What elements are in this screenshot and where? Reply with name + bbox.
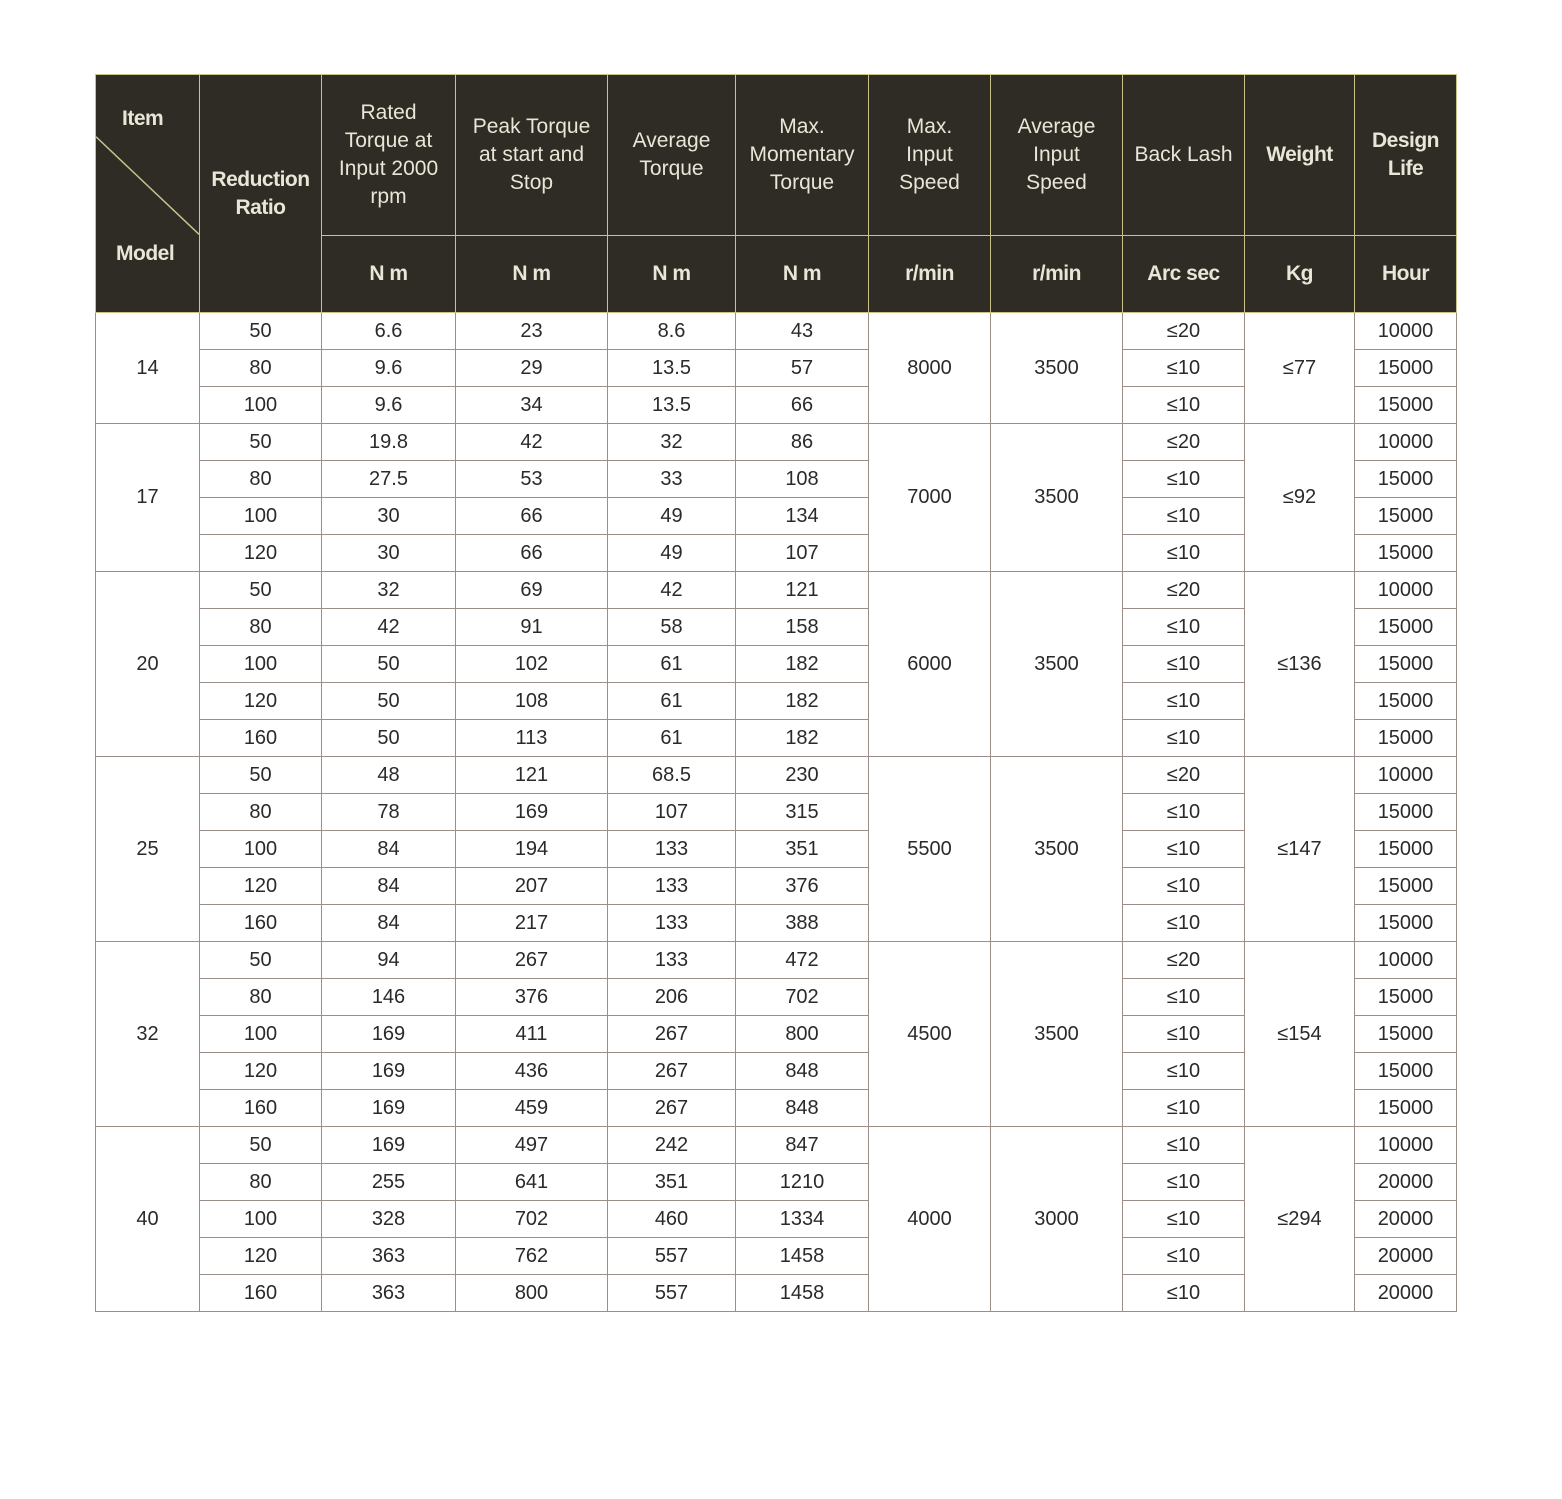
back-lash-cell: ≤20 <box>1123 424 1245 461</box>
back-lash-cell: ≤10 <box>1123 1090 1245 1127</box>
ratio-cell: 100 <box>200 1016 322 1053</box>
peak-torque-cell: 411 <box>456 1016 608 1053</box>
rated-torque-cell: 48 <box>322 757 456 794</box>
max-momentary-torque-cell: 182 <box>736 720 869 757</box>
back-lash-cell: ≤10 <box>1123 461 1245 498</box>
ratio-cell: 80 <box>200 461 322 498</box>
max-input-speed-cell: 5500 <box>869 757 991 942</box>
max-momentary-torque-cell: 182 <box>736 683 869 720</box>
back-lash-cell: ≤20 <box>1123 942 1245 979</box>
model-cell: 20 <box>96 572 200 757</box>
average-torque-cell: 33 <box>608 461 736 498</box>
back-lash-cell: ≤10 <box>1123 1016 1245 1053</box>
max-momentary-torque-cell: 134 <box>736 498 869 535</box>
max-momentary-torque-cell: 351 <box>736 831 869 868</box>
design-life-cell: 10000 <box>1355 572 1457 609</box>
rated-torque-cell: 84 <box>322 905 456 942</box>
design-life-cell: 15000 <box>1355 461 1457 498</box>
unit-max-momentary-torque: N m <box>736 236 869 313</box>
back-lash-cell: ≤10 <box>1123 535 1245 572</box>
max-momentary-torque-cell: 108 <box>736 461 869 498</box>
peak-torque-cell: 69 <box>456 572 608 609</box>
design-life-cell: 10000 <box>1355 757 1457 794</box>
peak-torque-cell: 217 <box>456 905 608 942</box>
max-momentary-torque-cell: 472 <box>736 942 869 979</box>
back-lash-cell: ≤10 <box>1123 387 1245 424</box>
peak-torque-cell: 121 <box>456 757 608 794</box>
max-momentary-torque-cell: 1458 <box>736 1275 869 1312</box>
weight-cell: ≤92 <box>1245 424 1355 572</box>
max-momentary-torque-cell: 230 <box>736 757 869 794</box>
average-torque-cell: 42 <box>608 572 736 609</box>
ratio-cell: 160 <box>200 905 322 942</box>
ratio-cell: 50 <box>200 572 322 609</box>
back-lash-cell: ≤10 <box>1123 979 1245 1016</box>
max-momentary-torque-cell: 847 <box>736 1127 869 1164</box>
weight-cell: ≤294 <box>1245 1127 1355 1312</box>
back-lash-cell: ≤10 <box>1123 498 1245 535</box>
average-torque-cell: 13.5 <box>608 387 736 424</box>
ratio-cell: 80 <box>200 979 322 1016</box>
model-cell: 17 <box>96 424 200 572</box>
model-label: Model <box>116 242 175 265</box>
back-lash-cell: ≤10 <box>1123 683 1245 720</box>
design-life-cell: 20000 <box>1355 1238 1457 1275</box>
rated-torque-cell: 50 <box>322 720 456 757</box>
ratio-cell: 100 <box>200 498 322 535</box>
design-life-cell: 10000 <box>1355 424 1457 461</box>
average-torque-header: Average Torque <box>608 75 736 236</box>
average-torque-cell: 61 <box>608 646 736 683</box>
design-life-cell: 15000 <box>1355 646 1457 683</box>
back-lash-cell: ≤10 <box>1123 831 1245 868</box>
ratio-cell: 50 <box>200 942 322 979</box>
table-row <box>96 424 1457 461</box>
peak-torque-cell: 53 <box>456 461 608 498</box>
back-lash-cell: ≤10 <box>1123 1164 1245 1201</box>
average-torque-cell: 557 <box>608 1238 736 1275</box>
back-lash-cell: ≤10 <box>1123 1275 1245 1312</box>
rated-torque-cell: 146 <box>322 979 456 1016</box>
back-lash-cell: ≤20 <box>1123 313 1245 350</box>
max-input-speed-cell: 6000 <box>869 572 991 757</box>
max-momentary-torque-cell: 800 <box>736 1016 869 1053</box>
ratio-cell: 160 <box>200 1090 322 1127</box>
back-lash-cell: ≤10 <box>1123 905 1245 942</box>
model-cell: 14 <box>96 313 200 424</box>
model-cell: 32 <box>96 942 200 1127</box>
max-input-speed-cell: 8000 <box>869 313 991 424</box>
back-lash-cell: ≤10 <box>1123 794 1245 831</box>
table-row <box>96 1127 1457 1164</box>
average-torque-cell: 32 <box>608 424 736 461</box>
unit-peak-torque: N m <box>456 236 608 313</box>
average-torque-cell: 267 <box>608 1016 736 1053</box>
max-momentary-torque-cell: 121 <box>736 572 869 609</box>
rated-torque-cell: 32 <box>322 572 456 609</box>
max-momentary-torque-cell: 86 <box>736 424 869 461</box>
back-lash-cell: ≤10 <box>1123 609 1245 646</box>
peak-torque-cell: 66 <box>456 498 608 535</box>
design-life-cell: 10000 <box>1355 1127 1457 1164</box>
rated-torque-cell: 328 <box>322 1201 456 1238</box>
ratio-cell: 120 <box>200 683 322 720</box>
average-torque-cell: 8.6 <box>608 313 736 350</box>
max-input-speed-cell: 7000 <box>869 424 991 572</box>
back-lash-cell: ≤10 <box>1123 1238 1245 1275</box>
design-life-cell: 15000 <box>1355 498 1457 535</box>
rated-torque-cell: 27.5 <box>322 461 456 498</box>
item-model-header <box>96 75 200 313</box>
max-momentary-torque-cell: 315 <box>736 794 869 831</box>
max-momentary-torque-header: Max. Momentary Torque <box>736 75 869 236</box>
ratio-cell: 100 <box>200 387 322 424</box>
rated-torque-cell: 6.6 <box>322 313 456 350</box>
ratio-cell: 120 <box>200 535 322 572</box>
average-torque-cell: 133 <box>608 831 736 868</box>
design-life-cell: 15000 <box>1355 1016 1457 1053</box>
back-lash-cell: ≤20 <box>1123 572 1245 609</box>
peak-torque-cell: 42 <box>456 424 608 461</box>
ratio-cell: 50 <box>200 1127 322 1164</box>
table-row <box>96 942 1457 979</box>
design-life-cell: 15000 <box>1355 1053 1457 1090</box>
rated-torque-cell: 42 <box>322 609 456 646</box>
peak-torque-cell: 459 <box>456 1090 608 1127</box>
design-life-cell: 10000 <box>1355 942 1457 979</box>
rated-torque-cell: 30 <box>322 535 456 572</box>
average-torque-cell: 133 <box>608 868 736 905</box>
max-momentary-torque-cell: 702 <box>736 979 869 1016</box>
rated-torque-cell: 78 <box>322 794 456 831</box>
ratio-cell: 80 <box>200 350 322 387</box>
max-momentary-torque-cell: 376 <box>736 868 869 905</box>
rated-torque-cell: 363 <box>322 1238 456 1275</box>
peak-torque-cell: 267 <box>456 942 608 979</box>
back-lash-cell: ≤10 <box>1123 720 1245 757</box>
max-momentary-torque-cell: 388 <box>736 905 869 942</box>
design-life-cell: 15000 <box>1355 609 1457 646</box>
max-input-speed-cell: 4000 <box>869 1127 991 1312</box>
rated-torque-cell: 94 <box>322 942 456 979</box>
max-momentary-torque-cell: 1334 <box>736 1201 869 1238</box>
ratio-cell: 120 <box>200 1238 322 1275</box>
rated-torque-cell: 50 <box>322 683 456 720</box>
peak-torque-cell: 108 <box>456 683 608 720</box>
peak-torque-header: Peak Torque at start and Stop <box>456 75 608 236</box>
average-torque-cell: 460 <box>608 1201 736 1238</box>
unit-back-lash: Arc sec <box>1123 236 1245 313</box>
max-momentary-torque-cell: 43 <box>736 313 869 350</box>
ratio-cell: 80 <box>200 1164 322 1201</box>
item-label: Item <box>122 107 164 130</box>
table-row <box>96 313 1457 350</box>
peak-torque-cell: 436 <box>456 1053 608 1090</box>
average-torque-cell: 49 <box>608 535 736 572</box>
ratio-cell: 160 <box>200 720 322 757</box>
average-input-speed-header: Average Input Speed <box>991 75 1123 236</box>
average-torque-cell: 557 <box>608 1275 736 1312</box>
average-input-speed-cell: 3500 <box>991 424 1123 572</box>
design-life-cell: 15000 <box>1355 387 1457 424</box>
rated-torque-cell: 9.6 <box>322 350 456 387</box>
average-torque-cell: 58 <box>608 609 736 646</box>
average-torque-cell: 206 <box>608 979 736 1016</box>
peak-torque-cell: 113 <box>456 720 608 757</box>
unit-design-life: Hour <box>1355 236 1457 313</box>
unit-max-input-speed: r/min <box>869 236 991 313</box>
unit-weight: Kg <box>1245 236 1355 313</box>
rated-torque-cell: 84 <box>322 868 456 905</box>
back-lash-cell: ≤10 <box>1123 1127 1245 1164</box>
rated-torque-header: Rated Torque at Input 2000 rpm <box>322 75 456 236</box>
max-momentary-torque-cell: 107 <box>736 535 869 572</box>
peak-torque-cell: 169 <box>456 794 608 831</box>
average-torque-cell: 133 <box>608 942 736 979</box>
average-input-speed-cell: 3500 <box>991 572 1123 757</box>
ratio-cell: 80 <box>200 794 322 831</box>
rated-torque-cell: 9.6 <box>322 387 456 424</box>
peak-torque-cell: 194 <box>456 831 608 868</box>
ratio-cell: 50 <box>200 313 322 350</box>
max-momentary-torque-cell: 158 <box>736 609 869 646</box>
weight-cell: ≤154 <box>1245 942 1355 1127</box>
peak-torque-cell: 66 <box>456 535 608 572</box>
max-momentary-torque-cell: 182 <box>736 646 869 683</box>
design-life-cell: 15000 <box>1355 350 1457 387</box>
design-life-cell: 10000 <box>1355 313 1457 350</box>
max-momentary-torque-cell: 848 <box>736 1053 869 1090</box>
ratio-cell: 80 <box>200 609 322 646</box>
design-life-cell: 20000 <box>1355 1164 1457 1201</box>
design-life-cell: 15000 <box>1355 794 1457 831</box>
peak-torque-cell: 497 <box>456 1127 608 1164</box>
peak-torque-cell: 376 <box>456 979 608 1016</box>
max-momentary-torque-cell: 1458 <box>736 1238 869 1275</box>
peak-torque-cell: 102 <box>456 646 608 683</box>
rated-torque-cell: 30 <box>322 498 456 535</box>
ratio-cell: 50 <box>200 424 322 461</box>
average-torque-cell: 351 <box>608 1164 736 1201</box>
ratio-cell: 100 <box>200 1201 322 1238</box>
average-torque-cell: 61 <box>608 683 736 720</box>
average-torque-cell: 267 <box>608 1090 736 1127</box>
average-input-speed-cell: 3500 <box>991 757 1123 942</box>
average-torque-cell: 61 <box>608 720 736 757</box>
unit-average-torque: N m <box>608 236 736 313</box>
ratio-cell: 100 <box>200 831 322 868</box>
average-torque-cell: 267 <box>608 1053 736 1090</box>
table-row <box>96 572 1457 609</box>
ratio-cell: 120 <box>200 868 322 905</box>
average-torque-cell: 133 <box>608 905 736 942</box>
model-cell: 25 <box>96 757 200 942</box>
peak-torque-cell: 641 <box>456 1164 608 1201</box>
spec-table <box>95 74 1457 1312</box>
average-torque-cell: 107 <box>608 794 736 831</box>
design-life-cell: 15000 <box>1355 831 1457 868</box>
design-life-header: Design Life <box>1355 75 1457 236</box>
design-life-cell: 20000 <box>1355 1275 1457 1312</box>
ratio-cell: 160 <box>200 1275 322 1312</box>
design-life-cell: 15000 <box>1355 905 1457 942</box>
ratio-cell: 120 <box>200 1053 322 1090</box>
rated-torque-cell: 19.8 <box>322 424 456 461</box>
design-life-cell: 15000 <box>1355 1090 1457 1127</box>
rated-torque-cell: 50 <box>322 646 456 683</box>
rated-torque-cell: 169 <box>322 1016 456 1053</box>
unit-rated-torque: N m <box>322 236 456 313</box>
reduction-ratio-header: Reduction Ratio <box>200 75 322 313</box>
peak-torque-cell: 702 <box>456 1201 608 1238</box>
rated-torque-cell: 169 <box>322 1127 456 1164</box>
rated-torque-cell: 363 <box>322 1275 456 1312</box>
peak-torque-cell: 91 <box>456 609 608 646</box>
average-torque-cell: 242 <box>608 1127 736 1164</box>
average-torque-cell: 49 <box>608 498 736 535</box>
peak-torque-cell: 762 <box>456 1238 608 1275</box>
peak-torque-cell: 23 <box>456 313 608 350</box>
back-lash-cell: ≤10 <box>1123 350 1245 387</box>
back-lash-cell: ≤20 <box>1123 757 1245 794</box>
back-lash-header: Back Lash <box>1123 75 1245 236</box>
ratio-cell: 50 <box>200 757 322 794</box>
weight-cell: ≤77 <box>1245 313 1355 424</box>
back-lash-cell: ≤10 <box>1123 646 1245 683</box>
average-input-speed-cell: 3500 <box>991 942 1123 1127</box>
max-input-speed-header: Max. Input Speed <box>869 75 991 236</box>
design-life-cell: 15000 <box>1355 868 1457 905</box>
average-input-speed-cell: 3000 <box>991 1127 1123 1312</box>
back-lash-cell: ≤10 <box>1123 1201 1245 1238</box>
rated-torque-cell: 84 <box>322 831 456 868</box>
model-cell: 40 <box>96 1127 200 1312</box>
weight-cell: ≤147 <box>1245 757 1355 942</box>
rated-torque-cell: 255 <box>322 1164 456 1201</box>
rated-torque-cell: 169 <box>322 1053 456 1090</box>
design-life-cell: 20000 <box>1355 1201 1457 1238</box>
weight-cell: ≤136 <box>1245 572 1355 757</box>
spec-table-body <box>96 313 1457 1312</box>
max-momentary-torque-cell: 57 <box>736 350 869 387</box>
unit-average-input-speed: r/min <box>991 236 1123 313</box>
peak-torque-cell: 34 <box>456 387 608 424</box>
peak-torque-cell: 207 <box>456 868 608 905</box>
max-momentary-torque-cell: 1210 <box>736 1164 869 1201</box>
rated-torque-cell: 169 <box>322 1090 456 1127</box>
design-life-cell: 15000 <box>1355 720 1457 757</box>
ratio-cell: 100 <box>200 646 322 683</box>
max-input-speed-cell: 4500 <box>869 942 991 1127</box>
back-lash-cell: ≤10 <box>1123 1053 1245 1090</box>
max-momentary-torque-cell: 66 <box>736 387 869 424</box>
peak-torque-cell: 800 <box>456 1275 608 1312</box>
average-torque-cell: 68.5 <box>608 757 736 794</box>
max-momentary-torque-cell: 848 <box>736 1090 869 1127</box>
design-life-cell: 15000 <box>1355 683 1457 720</box>
peak-torque-cell: 29 <box>456 350 608 387</box>
table-row <box>96 757 1457 794</box>
average-torque-cell: 13.5 <box>608 350 736 387</box>
average-input-speed-cell: 3500 <box>991 313 1123 424</box>
weight-header: Weight <box>1245 75 1355 236</box>
design-life-cell: 15000 <box>1355 535 1457 572</box>
back-lash-cell: ≤10 <box>1123 868 1245 905</box>
design-life-cell: 15000 <box>1355 979 1457 1016</box>
